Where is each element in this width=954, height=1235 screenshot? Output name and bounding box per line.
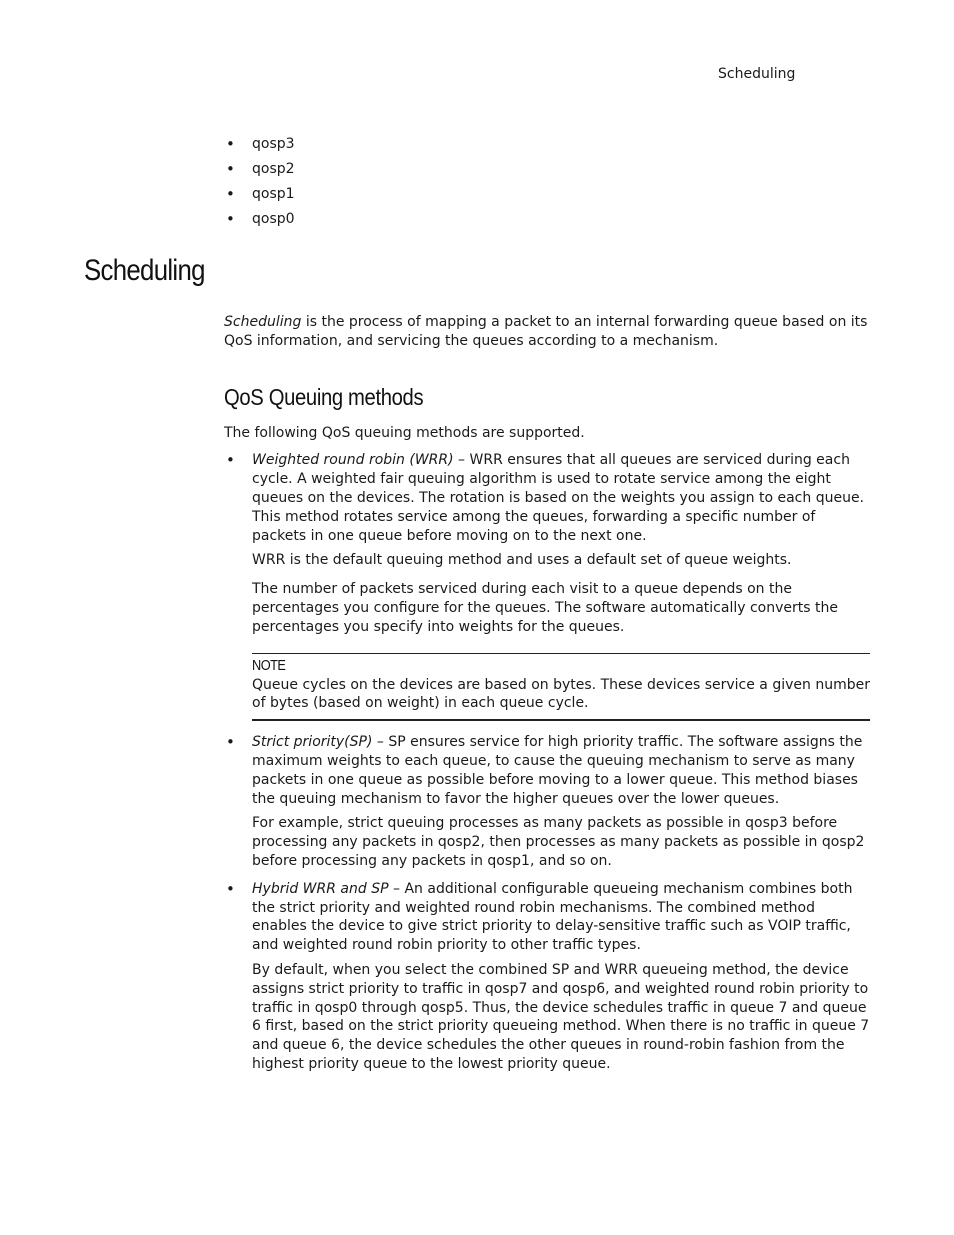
list-item-text: qosp2 (252, 161, 295, 177)
method-paragraph: WRR is the default queuing method and uses a default set of queue weights. (252, 552, 792, 569)
list-item (226, 209, 295, 234)
list-item (226, 134, 295, 159)
method-description (252, 880, 870, 955)
intro-term: Scheduling (224, 314, 302, 330)
methods-list (224, 451, 870, 1073)
bullet-icon: • (226, 879, 235, 898)
list-item (226, 184, 295, 209)
note-box (252, 653, 870, 722)
bullet-icon: • (226, 135, 235, 153)
method-item-hybrid (224, 880, 870, 1074)
method-description (252, 451, 870, 545)
method-term: Strict priority(SP) (252, 734, 373, 751)
note-label: NOTE (252, 656, 286, 674)
method-paragraph: The number of packets serviced during each visit to a queue depends on the percentages you configure for the queues. The software automatically converts the percentages you specify into weights for the queues. (252, 581, 838, 635)
bullet-icon: • (226, 451, 235, 470)
queue-list (226, 134, 295, 234)
method-paragraph: For example, strict queuing processes as many packets as possible in qosp3 before processing any packets in qosp2, then processes as many packets as possible in qosp2 before processing any packets in qosp1, and so on. (252, 815, 865, 869)
method-paragraph: By default, when you select the combined SP and WRR queueing method, the device assigns strict priority to traffic in qosp7 and qosp6, and weighted round robin priority to traffic in qosp0 through qosp5. Thus, the device schedules traffic in queue 7 and queue 6 first, based on the strict priority queueing method. When there is no traffic in queue 7 and queue 6, the device schedules the other queues in round-robin fashion from the highest priority queue to the lowest priority queue. (252, 961, 870, 1072)
note-text: Queue cycles on the devices are based on bytes. These devices service a given number of bytes (based on weight) in each queue cycle. (252, 676, 870, 712)
intro-paragraph (224, 313, 870, 351)
method-term: Hybrid WRR and SP (252, 880, 389, 897)
running-header: Scheduling (718, 66, 796, 82)
section-body (224, 313, 870, 1074)
method-desc-text: – WRR ensures that all queues are serviced during each cycle. A weighted fair queuing algorithm is used to rotate service among the eight queues on the devices. The rotation is based on the weights you assign to each queue. This method rotates service among the queues, forwarding a specific number of packets in one queue before moving on to the next one. (252, 452, 865, 544)
intro-text: is the process of mapping a packet to an internal forwarding queue based on its QoS information, and servicing the queues according to a mechanism. (224, 314, 868, 349)
list-item-text: qosp3 (252, 136, 295, 152)
list-item-text: qosp0 (252, 211, 295, 227)
subsection-heading: QoS Queuing methods (224, 383, 424, 410)
bullet-icon: • (226, 160, 235, 178)
bullet-icon: • (226, 210, 235, 228)
section-heading: Scheduling (84, 254, 205, 287)
method-description (252, 733, 870, 808)
method-item-sp (224, 733, 870, 871)
lead-paragraph: The following QoS queuing methods are supported. (224, 424, 585, 441)
method-term: Weighted round robin (WRR) (252, 452, 454, 469)
method-desc-text: – An additional configurable queueing mechanism combines both the strict priority and weighted round robin mechanisms. The combined method enables the device to give strict priority to delay-sensitive traffic such as VOIP traffic, and weighted round robin priority to other traffic types. (252, 880, 853, 954)
list-item-text: qosp1 (252, 186, 295, 202)
bullet-icon: • (226, 185, 235, 203)
bullet-icon: • (226, 733, 235, 752)
list-item (226, 159, 295, 184)
method-item-wrr (224, 451, 870, 721)
method-desc-text: – SP ensures service for high priority traffic. The software assigns the maximum weights to each queue, to cause the queuing mechanism to serve as many packets in one queue as possible before moving to a lower queue. This method biases the queuing mechanism to favor the higher queues over the lower queues. (252, 734, 863, 807)
